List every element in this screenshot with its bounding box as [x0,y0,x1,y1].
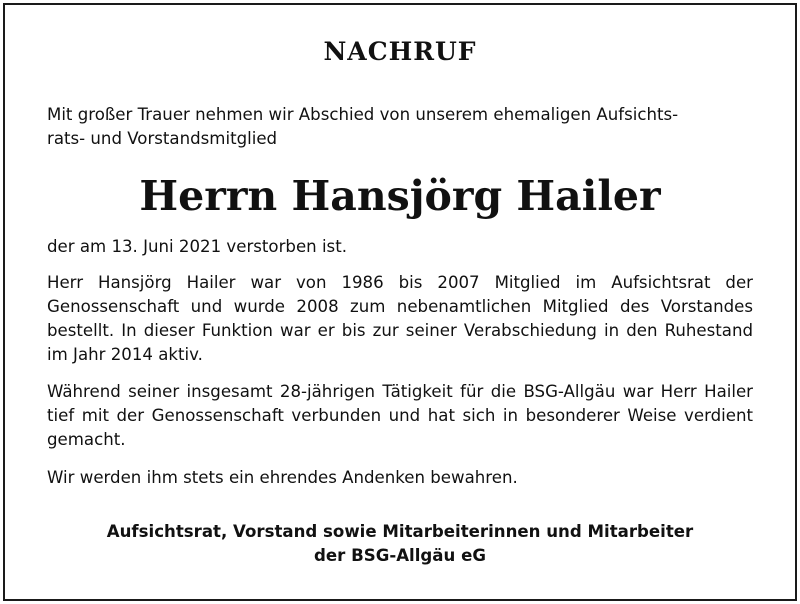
deceased-name: Herrn Hansjörg Hailer [139,172,661,220]
biography-paragraph-2: Während seiner insgesamt 28-jährigen Tätigkeit für die BSG-Allgäu war Herr Hailer tief mit der Genossenschaft verbunden und hat sich in besonderer Weise verdient gemacht. [47,382,753,449]
signature-line-1: Aufsichtsrat, Vorstand sowie Mitarbeiterinnen und Mitarbeiter [106,522,694,541]
notice-heading: NACHRUF [323,37,477,66]
signature-line-2: der BSG-Allgäu eG [314,546,486,565]
intro-text: Mit großer Trauer nehmen wir Abschied von unserem ehemaligen Aufsichts- rats- und Vorstandsmitglied [47,105,679,148]
closing-text: Wir werden ihm stets ein ehrendes Andenken bewahren. [47,468,518,487]
signature-block [47,520,753,568]
biography-paragraph-1: Herr Hansjörg Hailer war von 1986 bis 2007 Mitglied im Aufsichtsrat der Genossenschaft und wurde 2008 zum nebenamtlichen Mitglied des Vorstandes bestellt. In dieser Funktion war er bis zur seiner Verabschiedung in den Ruhestand im Jahr 2014 aktiv. [47,273,753,364]
death-date-text: der am 13. Juni 2021 verstorben ist. [47,237,347,256]
